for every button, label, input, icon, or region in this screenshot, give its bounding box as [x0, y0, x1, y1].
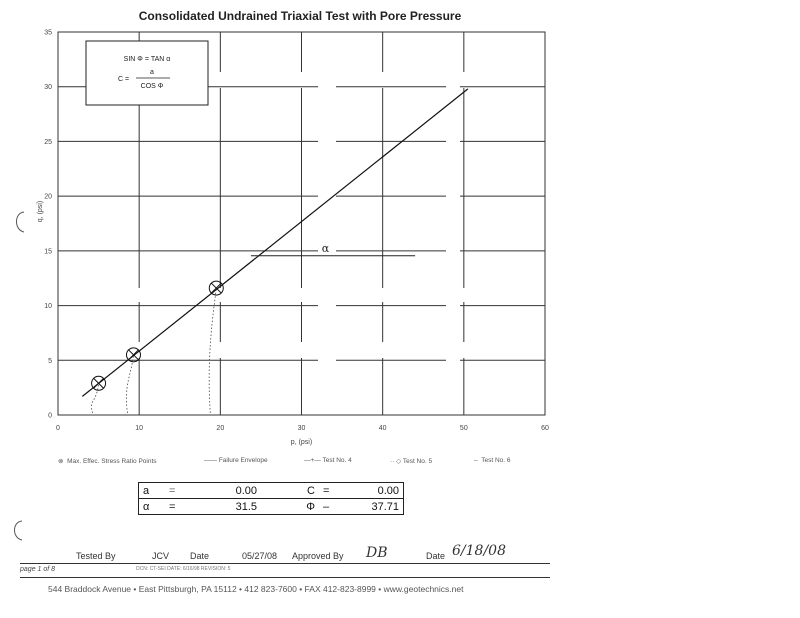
param-phi-eq: –	[323, 500, 330, 513]
legend-item-stress-ratio-points: ⊗ Max. Effec. Stress Ratio Points	[58, 458, 157, 465]
formula-denominator: COS Φ	[140, 83, 164, 90]
page-number: page 1 of 8	[20, 566, 56, 573]
param-c-value: 0.00	[377, 484, 399, 497]
x-tick-label-0: 0	[56, 425, 60, 432]
y-tick-label-35: 35	[44, 29, 52, 37]
stress-ratio-point-3	[209, 281, 223, 295]
y-tick-label-15: 15	[44, 248, 52, 256]
tested-by-value: JCV	[152, 551, 170, 561]
legend-item-failure-envelope: —— Failure Envelope	[204, 457, 268, 464]
date2-label: Date	[426, 551, 446, 561]
stress-path-3	[209, 288, 216, 413]
formula-box	[86, 41, 208, 105]
param-a-symbol: a	[143, 484, 150, 497]
param-phi-value: 37.71	[371, 500, 399, 513]
date-value: 05/27/08	[242, 551, 278, 561]
stress-path-2	[126, 355, 133, 413]
x-tick-label-40: 40	[378, 425, 387, 432]
y-tick-label-25: 25	[44, 138, 52, 146]
y-tick-label-5: 5	[48, 357, 52, 365]
param-alpha-eq: =	[169, 500, 176, 513]
param-c-eq: =	[323, 484, 330, 497]
document-control-text: DCN: CT-SEI DATE: 6/16/98 REVISION: 5	[136, 566, 231, 572]
param-c-symbol: C	[307, 484, 315, 497]
param-a-eq: =	[169, 484, 176, 497]
date-label: Date	[190, 551, 210, 561]
y-tick-label-10: 10	[44, 303, 52, 311]
parameters-row-2	[139, 499, 403, 515]
x-tick-label-50: 50	[459, 425, 468, 432]
param-a-value: 0.00	[235, 484, 257, 497]
approved-by-signature: DB	[366, 545, 388, 561]
signature-rule	[20, 563, 550, 564]
chart-title: Consolidated Undrained Triaxial Test with Pore Pressure	[138, 9, 462, 23]
x-axis-label: p, (psi)	[290, 439, 313, 446]
alpha-label: α	[321, 241, 330, 255]
y-tick-label-30: 30	[44, 84, 52, 92]
stress-ratio-point-1	[92, 376, 106, 390]
approved-by-label: Approved By	[292, 551, 344, 561]
param-alpha-symbol: α	[143, 500, 150, 513]
y-tick-label-20: 20	[44, 193, 52, 201]
formula-line-1: SIN Φ = TAN α	[123, 56, 171, 63]
company-address: 544 Braddock Avenue • East Pittsburgh, PA 15112 • 412 823-7600 • FAX 412-823-8999 • www.geotechnics.net	[48, 584, 464, 594]
failure-envelope-line	[82, 89, 468, 396]
x-tick-label-30: 30	[297, 425, 306, 432]
y-tick-label-0: 0	[48, 412, 52, 420]
annotation-layer	[86, 41, 415, 256]
formula-numerator: a	[150, 69, 154, 76]
legend-item-test-5: ·· ◇ Test No. 5	[390, 458, 433, 465]
binder-hole-mark-upper	[10, 208, 30, 238]
parameters-table	[138, 482, 404, 515]
binder-hole-mark	[8, 518, 28, 544]
parameters-row-1	[139, 483, 403, 499]
legend-item-test-6: – Test No. 6	[474, 457, 511, 464]
y-axis-label: q, (psi)	[37, 200, 44, 223]
tested-by-label: Tested By	[76, 551, 116, 561]
param-phi-symbol: Φ	[306, 500, 315, 513]
x-tick-label-60: 60	[541, 425, 549, 432]
param-alpha-value: 31.5	[235, 500, 257, 513]
footer-rule	[20, 577, 550, 578]
stress-ratio-point-2	[126, 348, 140, 362]
formula-line-2: C =	[118, 76, 130, 83]
x-tick-label-20: 20	[216, 425, 225, 432]
x-tick-label-10: 10	[135, 425, 144, 432]
legend-item-test-4: —+— Test No. 4	[304, 457, 352, 464]
date2-handwritten: 6/18/08	[452, 543, 506, 559]
